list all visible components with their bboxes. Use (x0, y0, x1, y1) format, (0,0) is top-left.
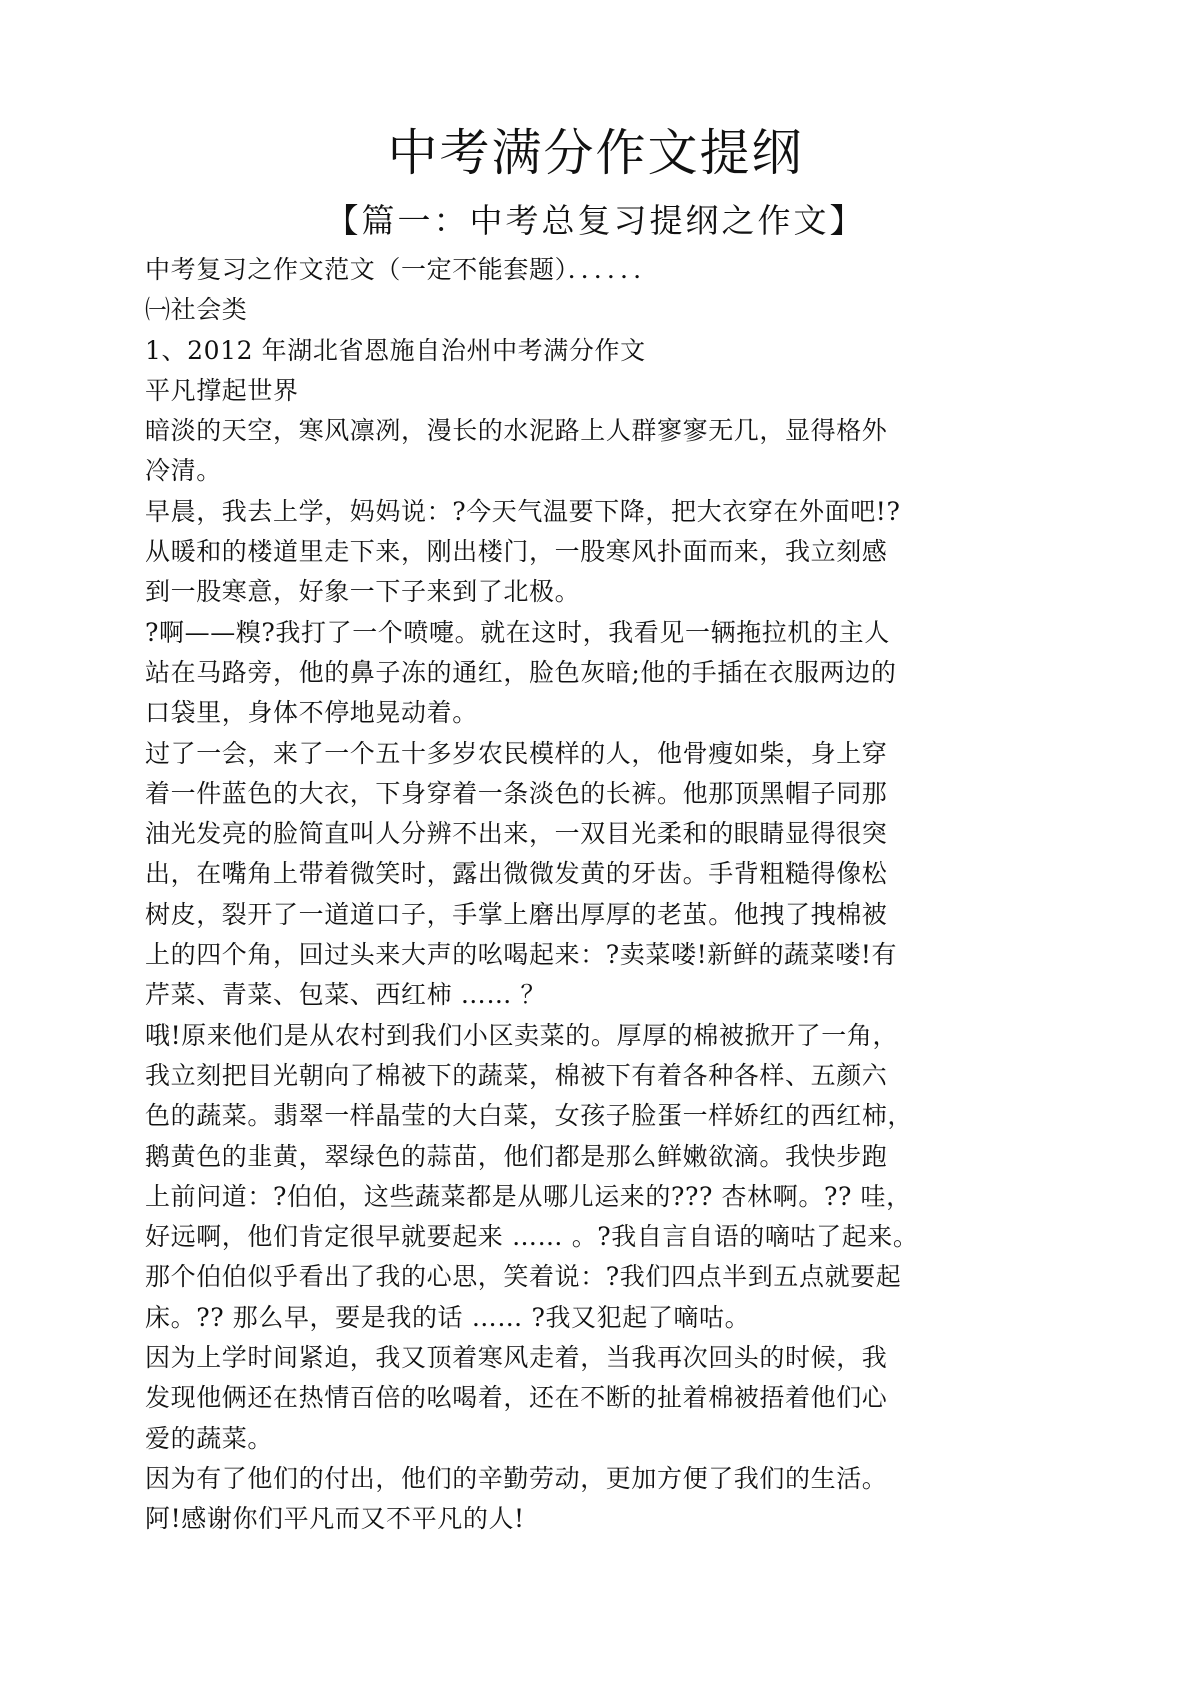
document-title: 中考满分作文提纲 (387, 124, 804, 182)
body-text-line: 1、2012 年湖北省恩施自治州中考满分作文 (145, 335, 646, 365)
body-text-line: 早晨，我去上学，妈妈说：?今天气温要下降，把大衣穿在外面吧!? (145, 496, 901, 526)
body-text-line: 出，在嘴角上带着微笑时，露出微微发黄的牙齿。手背粗糙得像松 (145, 859, 888, 889)
body-text-line: 好远啊，他们肯定很早就要起来 …… 。?我自言自语的嘀咕了起来。 (145, 1222, 919, 1252)
body-text-line: 发现他俩还在热情百倍的吆喝着，还在不断的扯着棉被捂着他们心 (145, 1383, 888, 1413)
body-text-line: 上前问道：?伯伯，这些蔬菜都是从哪儿运来的??? 杏林啊。?? 哇， (145, 1181, 912, 1211)
body-text-line: 床。?? 那么早，要是我的话 …… ?我又犯起了嘀咕。 (145, 1302, 751, 1332)
body-text-line: 油光发亮的脸简直叫人分辨不出来，一双目光柔和的眼睛显得很突 (145, 819, 888, 849)
body-text-line: 暗淡的天空，寒风凛冽，漫长的水泥路上人群寥寥无几，显得格外 (145, 416, 888, 446)
body-text-line: ?啊——糗?我打了一个喷嚏。就在这时，我看见一辆拖拉机的主人 (145, 617, 890, 647)
body-text-line: 冷清。 (145, 456, 222, 486)
body-text-line: 因为上学时间紧迫，我又顶着寒风走着，当我再次回头的时候，我 (145, 1343, 888, 1373)
body-text-line: 上的四个角，回过头来大声的吆喝起来：?卖菜喽!新鲜的蔬菜喽!有 (145, 940, 898, 970)
body-text-line: 爱的蔬菜。 (145, 1423, 274, 1453)
body-text-line: 我立刻把目光朝向了棉被下的蔬菜，棉被下有着各种各样、五颜六 (145, 1060, 888, 1090)
body-text-line: 阿!感谢你们平凡而又不平凡的人! (145, 1504, 525, 1534)
body-text-line: 过了一会，来了一个五十多岁农民模样的人，他骨瘦如柴，身上穿 (145, 738, 888, 768)
body-text-line: 中考复习之作文范文（一定不能套题）．．．．．． (145, 255, 659, 284)
body-text-line: 芹菜、青菜、包菜、西红柿 …… ？ (145, 980, 547, 1010)
body-text-line: 色的蔬菜。翡翠一样晶莹的大白菜，女孩子脸蛋一样娇红的西红柿， (145, 1101, 914, 1131)
body-text-line: 平凡撑起世界 (145, 375, 299, 405)
document-body (145, 250, 1065, 1540)
body-text-line: 那个伯伯似乎看出了我的心思，笑着说：?我们四点半到五点就要起 (145, 1262, 902, 1292)
body-text-line: 树皮，裂开了一道道口子，手掌上磨出厚厚的老茧。他拽了拽棉被 (145, 899, 888, 929)
body-text-line: 到一股寒意，好象一下子来到了北极。 (145, 577, 581, 607)
document-subtitle: 【篇一：中考总复习提纲之作文】 (325, 201, 866, 240)
body-text-line: 站在马路旁，他的鼻子冻的通红，脸色灰暗;他的手插在衣服两边的 (145, 657, 897, 687)
body-text-line: 着一件蓝色的大衣，下身穿着一条淡色的长裤。他那顶黑帽子同那 (145, 778, 888, 808)
body-text-line: ㈠社会类 (145, 295, 248, 325)
body-text-line: 鹅黄色的韭黄，翠绿色的蒜苗，他们都是那么鲜嫩欲滴。我快步跑 (145, 1141, 888, 1171)
body-text-line: 哦!原来他们是从农村到我们小区卖菜的。厚厚的棉被掀开了一角， (145, 1020, 899, 1050)
body-text-line: 口袋里，身体不停地晃动着。 (145, 698, 478, 728)
body-text-line: 从暖和的楼道里走下来，刚出楼门，一股寒风扑面而来，我立刻感 (145, 537, 888, 567)
body-text-line: 因为有了他们的付出，他们的辛勤劳动，更加方便了我们的生活。 (145, 1463, 888, 1493)
